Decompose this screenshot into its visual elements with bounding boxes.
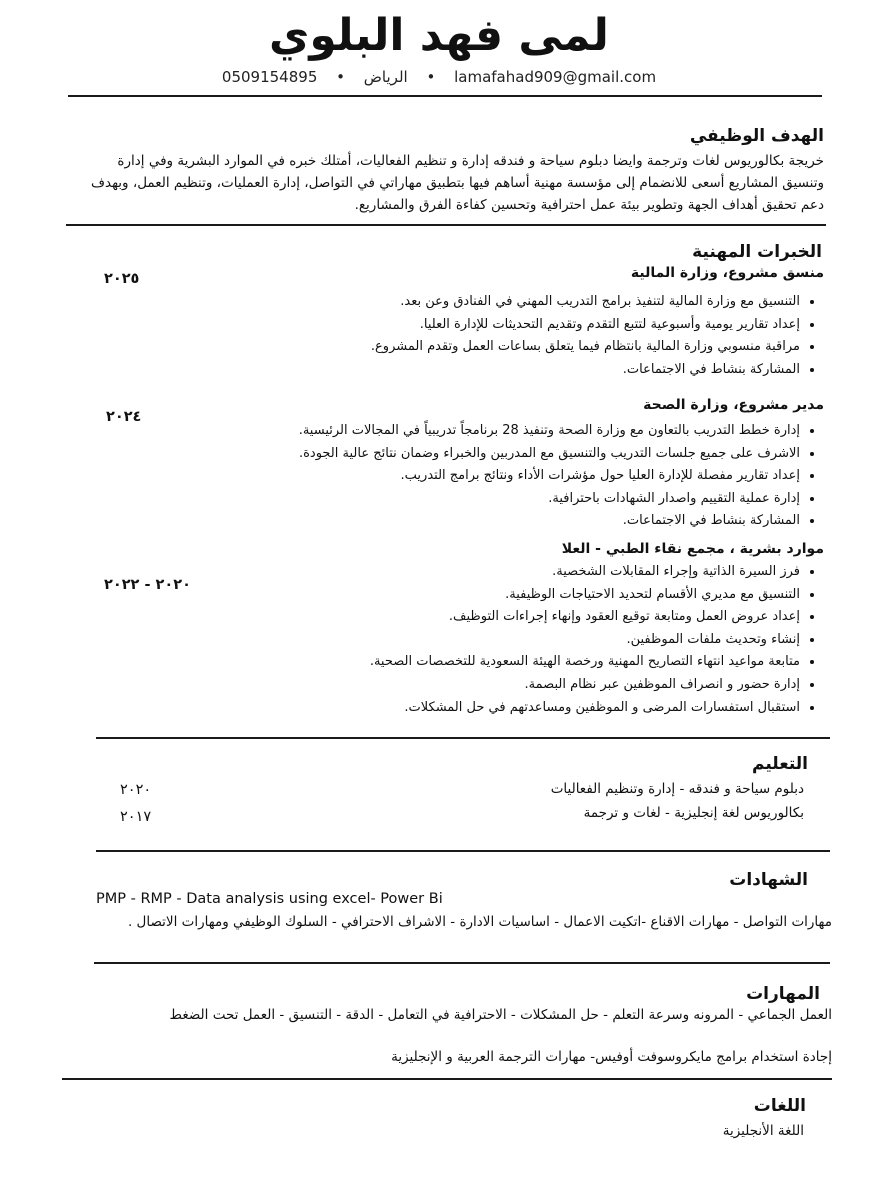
job-bullets: [240, 291, 820, 381]
divider: [96, 737, 830, 739]
objective-text: خريجة بكالوريوس لغات وترجمة وايضا دبلوم سياحة و فندقه إدارة و تنظيم الفعاليات، أمتلك خبره في الموارد البشرية وفي إدارة وتنسيق المشاريع أسعى للانضمام إلى مؤسسة مهنية أساهم فيها بتطبيق مهاراتي في التواصل، إدارة العمليات، وتنظيم العمل، وبهدف دعم تحقيق أهداف الجهة وتطوير بيئة عمل احترافية وتحسين كفاءة الفرق والمشاريع.: [90, 153, 824, 213]
list-item: • متابعة مواعيد انتهاء التصاريح المهنية ورخصة الهيئة السعودية للتخصصات الصحية.: [240, 651, 800, 674]
language-item: اللغة الأنجليزية: [722, 1123, 804, 1139]
job-year: ٢٠٢٤: [106, 409, 142, 425]
list-item: • إعداد عروض العمل ومتابعة توقيع العقود وإنهاء إجراءات التوظيف.: [240, 606, 800, 629]
separator-dot: •: [426, 68, 436, 86]
job-bullets: [140, 420, 820, 533]
certificates-title: الشهادات: [729, 870, 808, 890]
objective-title: الهدف الوظيفي: [689, 126, 824, 146]
list-item: • إنشاء وتحديث ملفات الموظفين.: [240, 629, 800, 652]
education-item: بكالوريوس لغة إنجليزية - لغات و ترجمة: [583, 805, 804, 821]
list-item: • مراقبة منسوبي وزارة المالية بانتظام فيما يتعلق بساعات العمل وتقدم المشروع.: [240, 336, 800, 359]
divider: [68, 95, 822, 97]
languages-title: اللغات: [753, 1096, 806, 1116]
courses-list: مهارات التواصل - مهارات الاقناع -اتكيت الاعمال - اساسيات الادارة - الاشراف الاحترافي - السلوك الوظيفي ومهارات الاتصال .: [127, 914, 832, 930]
divider: [62, 1078, 832, 1080]
candidate-name: لمى فهد البلوي: [269, 10, 609, 61]
divider: [96, 850, 830, 852]
list-item: • إعداد تقارير مفصلة للإدارة العليا حول مؤشرات الأداء ونتائج برامج التدريب.: [140, 465, 800, 488]
job-role: منسق مشروع، وزارة المالية: [630, 265, 824, 281]
job-role: مدير مشروع، وزارة الصحة: [643, 397, 824, 413]
list-item: • المشاركة بنشاط في الاجتماعات.: [240, 359, 800, 382]
job-role: موارد بشرية ، مجمع نقاء الطبي - العلا: [561, 541, 824, 557]
skills-line: إجادة استخدام برامج مايكروسوفت أوفيس- مهارات الترجمة العربية و الإنجليزية: [391, 1049, 832, 1065]
list-item: • إدارة خطط التدريب بالتعاون مع وزارة الصحة وتنفيذ 28 برنامجاً تدريبياً في المجالات الرئيسية.: [140, 420, 800, 443]
experience-title: الخبرات المهنية: [692, 242, 822, 262]
list-item: • إدارة حضور و انصراف الموظفين عبر نظام البصمة.: [240, 674, 800, 697]
skills-title: المهارات: [746, 984, 820, 1004]
list-item: • استقبال استفسارات المرضى و الموظفين ومساعدتهم في حل المشكلات.: [240, 697, 800, 720]
job-year: ٢٠٢٠ - ٢٠٢٢: [104, 577, 191, 593]
divider: [94, 962, 830, 964]
job-year: ٢٠٢٥: [104, 271, 140, 287]
education-title: التعليم: [752, 754, 808, 774]
education-year: ٢٠٢٠: [120, 782, 152, 798]
city: الرياض: [363, 68, 408, 86]
separator-dot: •: [336, 68, 345, 86]
list-item: • فرز السيرة الذاتية وإجراء المقابلات الشخصية.: [240, 561, 800, 584]
list-item: • الاشرف على جميع جلسات التدريب والتنسيق مع المدربين والخبراء وضمان نتائج عالية الجودة.: [140, 443, 800, 466]
divider: [66, 224, 826, 226]
contact-line: [0, 66, 878, 88]
list-item: • إدارة عملية التقييم واصدار الشهادات باحترافية.: [140, 488, 800, 511]
job-bullets: [240, 561, 820, 719]
skills-line: العمل الجماعي - المرونه وسرعة التعلم - حل المشكلات - الاحترافية في التعامل - الدقة - التنسيق - العمل تحت الضغط: [169, 1007, 832, 1023]
list-item: • إعداد تقارير يومية وأسبوعية لتتبع التقدم وتقديم التحديثات للإدارة العليا.: [240, 314, 800, 337]
certificates-list: PMP - RMP - Data analysis using excel- Power Bi: [96, 891, 443, 907]
education-year: ٢٠١٧: [120, 809, 152, 825]
list-item: • المشاركة بنشاط في الاجتماعات.: [140, 510, 800, 533]
list-item: • التنسيق مع وزارة المالية لتنفيذ برامج التدريب المهني في الفنادق وعن بعد.: [240, 291, 800, 314]
phone-number: 0509154895: [221, 68, 318, 86]
education-item: دبلوم سياحة و فندقه - إدارة وتنظيم الفعاليات: [550, 781, 804, 797]
list-item: • التنسيق مع مديري الأقسام لتحديد الاحتياجات الوظيفية.: [240, 584, 800, 607]
email-address: lamafahad909@gmail.com: [454, 68, 657, 86]
